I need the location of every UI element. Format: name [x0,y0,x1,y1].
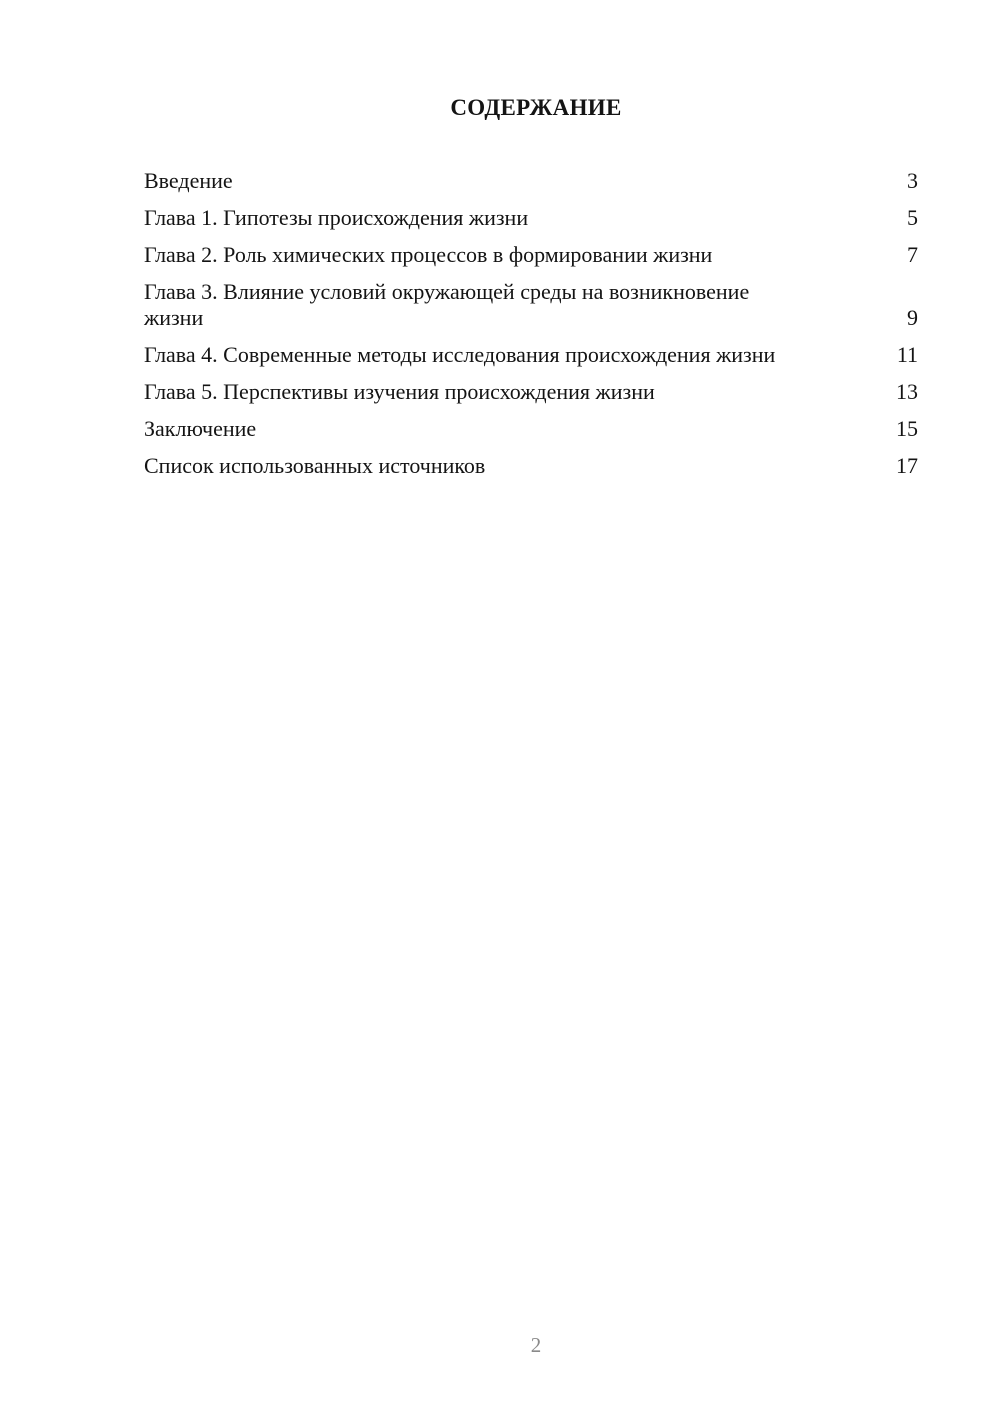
toc-entry-page: 11 [896,342,918,367]
toc-entry-text: Заключение [144,416,257,441]
toc-entry-text: Глава 3. Влияние условий окружающей среды на возникновение жизни [144,279,750,330]
toc-entry-chapter-4 [144,342,918,368]
toc-entry-page: 7 [907,242,918,267]
toc-entry-page: 5 [907,205,918,230]
toc-entry-text: Глава 2. Роль химических процессов в формировании жизни [144,242,713,267]
toc-entry-references [144,453,918,479]
table-of-contents [144,168,918,490]
toc-entry-page: 13 [896,379,918,404]
toc-entry-text: Глава 4. Современные методы исследования происхождения жизни [144,342,776,367]
toc-entry-text: Глава 1. Гипотезы происхождения жизни [144,205,529,230]
toc-entry-chapter-1 [144,205,918,231]
toc-entry-page: 3 [907,168,918,193]
toc-entry-chapter-2 [144,242,918,268]
toc-entry-page: 9 [907,305,918,330]
toc-entry-conclusion [144,416,918,442]
toc-entry-introduction [144,168,918,194]
toc-title: СОДЕРЖАНИЕ [450,95,622,120]
toc-entry-chapter-3 [144,279,918,331]
page-number: 2 [530,1333,542,1357]
toc-entry-text: Список использованных источников [144,453,486,478]
toc-entry-text: Глава 5. Перспективы изучения происхождения жизни [144,379,655,404]
toc-entry-page: 17 [896,453,918,478]
toc-entry-chapter-5 [144,379,918,405]
toc-entry-text: Введение [144,168,233,193]
toc-entry-page: 15 [896,416,918,441]
